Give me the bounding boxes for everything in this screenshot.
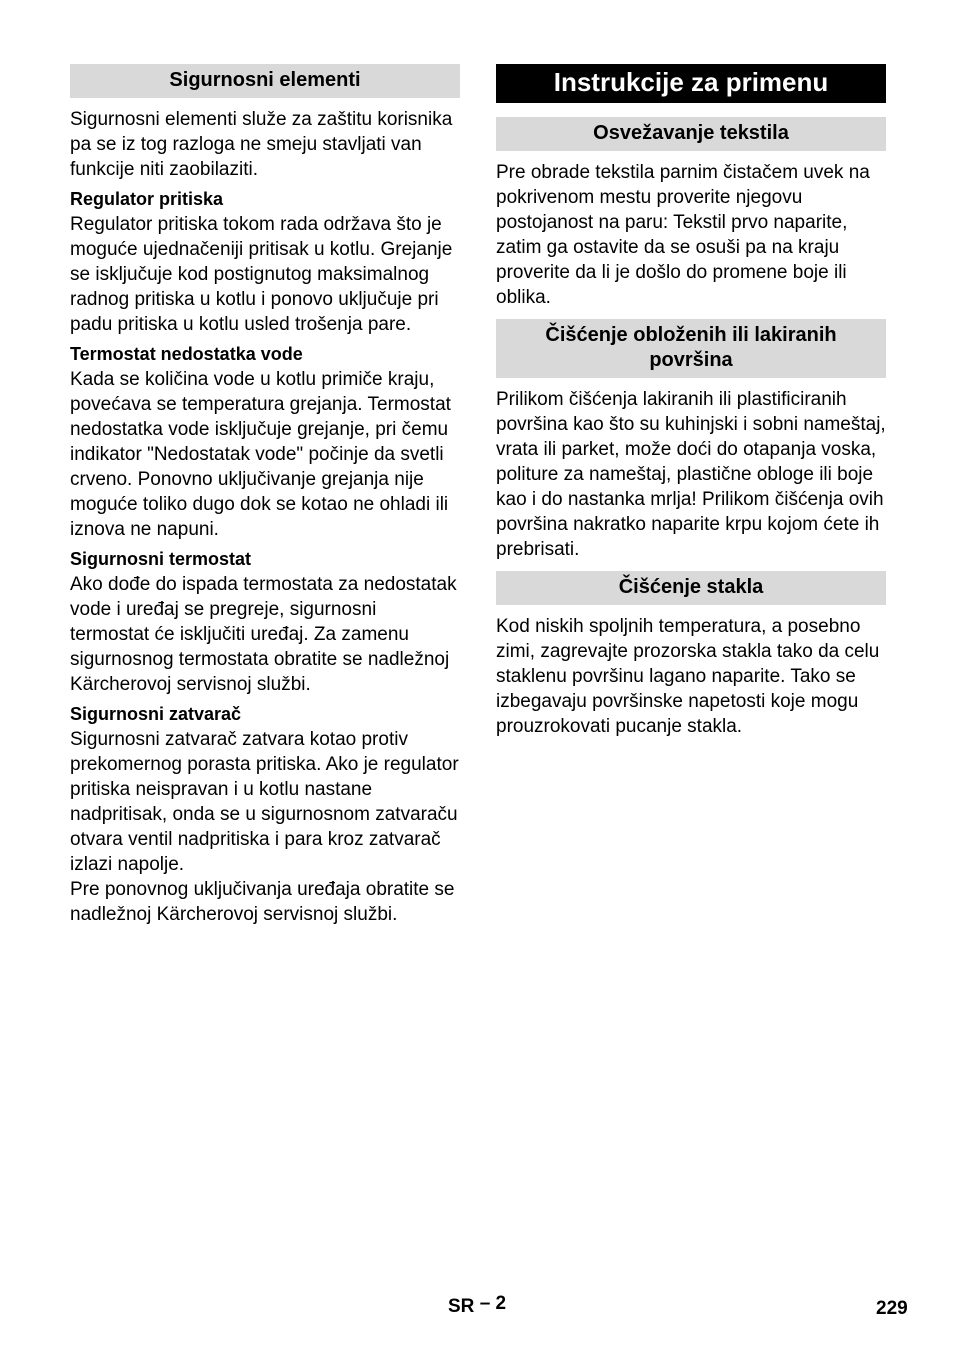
pressure-regulator-text: Regulator pritiska tokom rada održava što je moguće ujednačeniji pritisak u kotlu. Grejanje se isključuje kod postignutog maksimalnog radnog pritiska u kotlu i ponovo uključuje pri padu pritiska u kotlu usled trošenja pare. bbox=[70, 214, 453, 335]
subheading-safety-thermostat: Sigurnosni termostat bbox=[70, 549, 252, 569]
left-column bbox=[70, 64, 460, 933]
textile-refresh-text: Pre obrade tekstila parnim čistačem uvek na pokrivenom mestu proverite njegovu postojanost na paru: Tekstil prvo naparite, zatim ga ostavite da se osuši pa na kraju proverite da li je došlo do promene boje ili oblika. bbox=[496, 162, 870, 308]
glass-cleaning-text: Kod niskih spoljnih temperatura, a posebno zimi, zagrevajte prozorska stakla tako da celu staklenu površinu lagano naparite. Tako se izbegavaju površinske napetosti koje mogu prouzrokovati pucanje stakla. bbox=[496, 616, 880, 737]
right-column bbox=[496, 64, 886, 748]
page-number: 229 bbox=[876, 1298, 908, 1319]
footer-section-page: – 2 bbox=[479, 1293, 507, 1314]
safety-valve-text-2: Pre ponovnog uključivanja uređaja obratite se nadležnoj Kärcherovoj servisnoj službi. bbox=[70, 879, 455, 925]
intro-paragraph: Sigurnosni elementi služe za zaštitu korisnika pa se iz tog razloga ne smeju stavljati van funkcije niti zaobilaziti. bbox=[70, 109, 453, 180]
main-title: Instrukcije za primenu bbox=[496, 64, 886, 103]
subheading-pressure-regulator: Regulator pritiska bbox=[70, 189, 224, 209]
subheading-safety-valve: Sigurnosni zatvarač bbox=[70, 704, 242, 724]
section-header-safety-elements: Sigurnosni elementi bbox=[70, 64, 460, 98]
section-header-coated-surfaces: Čišćenje obloženih ili lakiranih površina bbox=[496, 319, 886, 378]
coated-surfaces-text: Prilikom čišćenja lakiranih ili plastificiranih površina kao što su kuhinjski i sobni nameštaj, vrata ili parket, može doći do otapanja voska, politure za nameštaj, plastične obloge ili boje kao i do nastanka mrlja! Prilikom čišćenja ovih površina nakratko naparite krpu kojom ćete ih prebrisati. bbox=[496, 389, 886, 560]
subheading-water-shortage-thermostat: Termostat nedostatka vode bbox=[70, 344, 303, 364]
safety-thermostat-text: Ako dođe do ispada termostata za nedostatak vode i uređaj se pregreje, sigurnosni termostat će isključiti uređaj. Za zamenu sigurnosnog termostata obratite se nadležnoj Kärcherovoj servisnoj službi. bbox=[70, 574, 457, 695]
section-header-textile-refresh: Osvežavanje tekstila bbox=[496, 117, 886, 151]
water-shortage-thermostat-text: Kada se količina vode u kotlu primiče kraju, povećava se temperatura grejanja. Termostat nedostatka vode isključuje grejanje, pri čemu indikator "Nedostatak vode" počinje da svetli crveno. Ponovno uključivanje grejanja nije moguće toliko dugo dok se kotao ne ohladi ili iznova ne napuni. bbox=[70, 369, 451, 540]
section-header-glass-cleaning: Čišćenje stakla bbox=[496, 571, 886, 605]
footer-language: SR bbox=[448, 1296, 475, 1317]
footer-section-label bbox=[448, 1293, 507, 1318]
safety-valve-text: Sigurnosni zatvarač zatvara kotao protiv prekomernog porasta pritiska. Ako je regulator pritiska neispravan i u kotlu nastane nadpritisak, onda se u sigurnosnom zatvaraču otvara ventil nadpritiska i para kroz zatvarač izlazi napolje. bbox=[70, 729, 459, 875]
